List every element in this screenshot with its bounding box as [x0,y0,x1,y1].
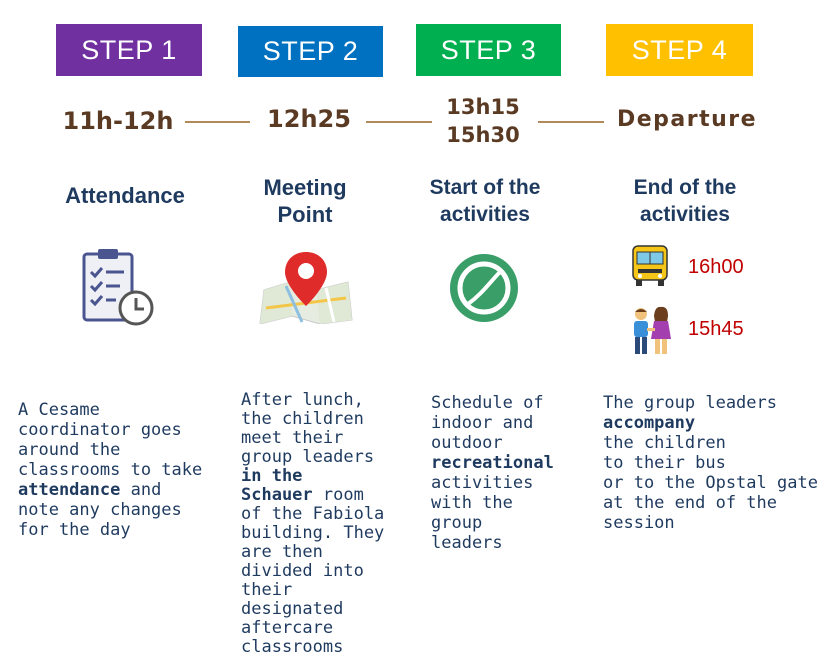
step-2-label: STEP 2 [262,36,359,66]
step-1-time: 11h-12h [62,107,174,135]
connector-3-4 [538,121,604,123]
clipboard-clock-icon [76,248,156,332]
step-4-desc-part-1: The group leaders [603,393,777,413]
step-1-desc-part-2: and note any changes for the day [18,480,182,540]
step-4-label: STEP 4 [631,34,728,65]
step-2-description [241,372,401,657]
step-4-desc-part-2: the children to their bus or to the Opstal gate at the end of the session [603,433,818,533]
step-4-description [603,373,825,533]
school-bus-icon [630,244,670,288]
step-1-title: Attendance [65,183,185,208]
step-2-desc-part-1: After lunch, the children meet their group leaders [241,390,375,467]
step-2-desc-part-2: room of the Fabiola building. They are then divided into their designated aftercare classrooms [241,485,385,657]
step-2-desc-bold: in the Schauer [241,466,313,505]
tennis-ball-icon [448,252,520,324]
step-3-desc-bold: recreational [431,453,554,473]
step-3-time-start: 13h15 [446,95,520,119]
step-3-description [431,373,581,553]
connector-1-2 [185,121,250,123]
step-1-desc-bold: attendance [18,480,121,500]
map-pin-icon [256,250,356,324]
step-4-box [606,24,753,76]
step-3-desc-part-2: activities with the group leaders [431,473,534,553]
step-2-time: 12h25 [267,105,351,133]
step-1-desc-part-1: A Cesame coordinator goes around the classrooms to take [18,400,203,480]
connector-2-3 [366,121,432,123]
bus-departure-time: 16h00 [688,256,744,278]
step-1-box [56,24,202,76]
step-2-title: Meeting Point [263,175,347,227]
children-walking-icon [626,306,676,358]
step-3-box [416,24,561,76]
step-4-title: End of the activities [633,176,737,226]
step-3-time-end: 15h30 [446,123,520,147]
step-4-time: Departure [616,107,758,132]
step-4-desc-bold: accompany [603,413,696,433]
step-3-desc-part-1: Schedule of indoor and outdoor [431,393,544,453]
step-1-description [18,380,223,540]
step-2-box [238,26,383,77]
step-1-label: STEP 1 [81,34,177,65]
step-3-title: Start of the activities [429,176,541,226]
step-3-label: STEP 3 [440,34,537,65]
walk-departure-time: 15h45 [688,318,744,340]
